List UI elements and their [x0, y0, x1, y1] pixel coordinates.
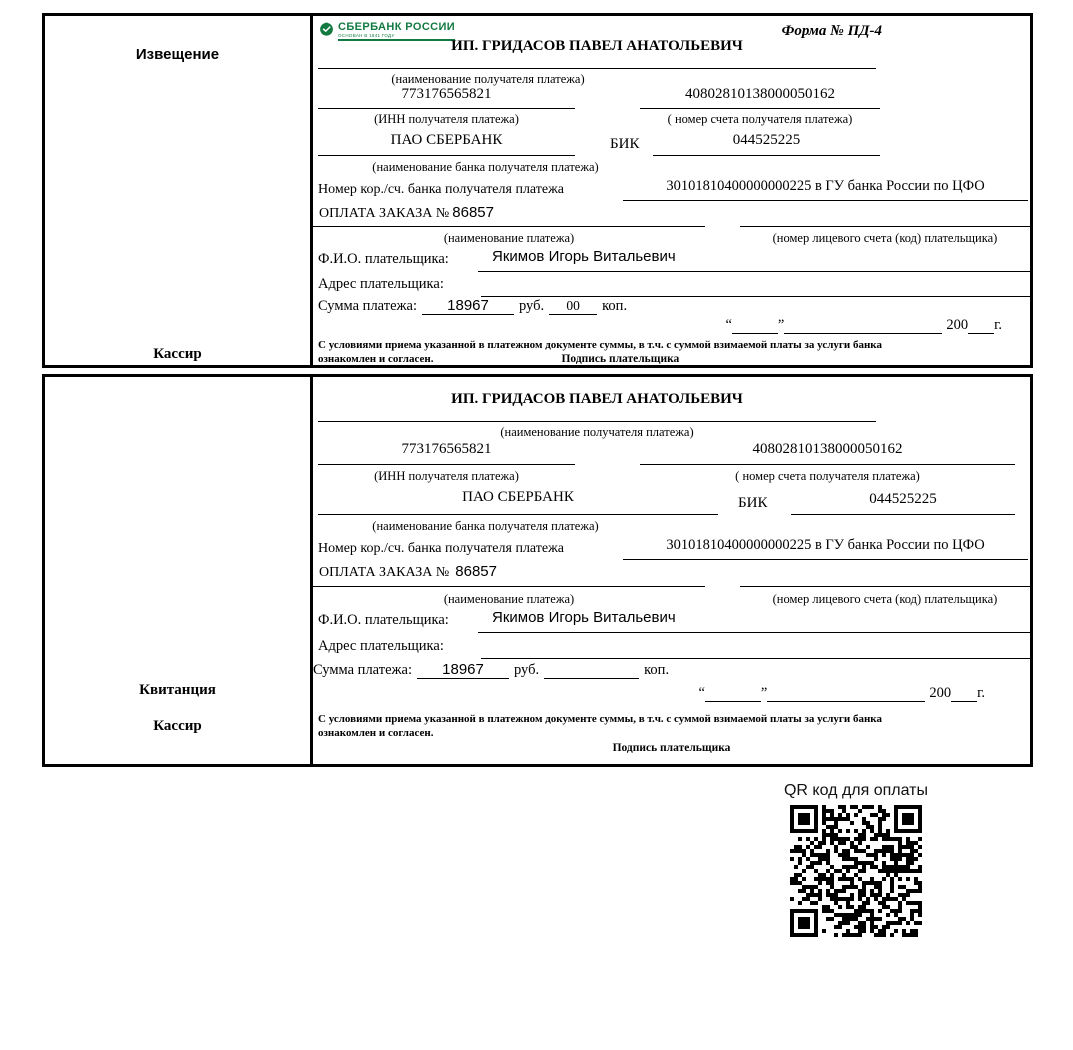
agreement-line1: С условиями приема указанной в платежном документе суммы, в т.ч. с суммой взимаемой платы за услуги банка — [318, 713, 882, 725]
year-prefix: 200 — [946, 317, 969, 333]
date-row — [698, 685, 985, 702]
open-quote: “ — [698, 685, 705, 701]
payment-purpose — [313, 204, 705, 227]
purpose-prefix: ОПЛАТА ЗАКАЗА № — [319, 565, 450, 580]
date-row — [725, 317, 1002, 334]
notice-cashier-label: Кассир — [153, 346, 202, 362]
account-caption: ( номер счета получателя платежа) — [735, 469, 920, 483]
corr-label: Номер кор./сч. банка получателя платежа — [318, 182, 564, 197]
payer-name: Якимов Игорь Витальевич — [478, 609, 1030, 633]
inn-value: 773176565821 — [318, 86, 575, 109]
amount-kop: 00 — [549, 298, 597, 315]
bik-label: БИК — [738, 495, 768, 511]
purpose-caption: (наименование платежа) — [443, 231, 575, 245]
order-number: 86857 — [455, 563, 497, 580]
year-field — [968, 333, 994, 334]
personal-account-field — [740, 204, 1030, 227]
sum-label: Сумма платежа: — [313, 662, 412, 678]
agreement-line2: ознакомлен и согласен. — [318, 353, 434, 365]
bik-value: 044525225 — [653, 132, 880, 156]
account-caption: ( номер счета получателя платежа) — [667, 112, 853, 126]
amount-kop — [544, 678, 639, 679]
fio-label: Ф.И.О. плательщика: — [318, 612, 449, 628]
personal-caption: (номер лицевого счета (код) плательщика) — [772, 592, 998, 606]
notice-section — [42, 13, 1033, 368]
notice-content — [313, 16, 1030, 365]
recipient-name: ИП. ГРИДАСОВ ПАВЕЛ АНАТОЛЬЕВИЧ — [318, 391, 876, 422]
corr-label: Номер кор./сч. банка получателя платежа — [318, 541, 564, 556]
corr-value: 30101810400000000225 в ГУ банка России по ЦФО — [623, 178, 1028, 201]
bik-label: БИК — [610, 136, 640, 152]
bank-caption: (наименование банка получателя платежа) — [372, 519, 599, 533]
receipt-title: Квитанция — [139, 682, 216, 698]
purpose-prefix: ОПЛАТА ЗАКАЗА № — [319, 206, 450, 221]
sum-row — [318, 297, 627, 315]
amount-rub: 18967 — [422, 297, 514, 315]
purpose-caption: (наименование платежа) — [443, 592, 575, 606]
receipt-side-column — [45, 377, 313, 764]
notice-title: Извещение — [135, 46, 220, 63]
address-field — [481, 273, 1030, 297]
form-number: Форма № ПД-4 — [781, 23, 882, 39]
amount-rub: 18967 — [417, 661, 509, 679]
kop-label: коп. — [644, 662, 670, 678]
kop-label: коп. — [602, 298, 628, 314]
payer-name: Якимов Игорь Витальевич — [478, 248, 1030, 272]
personal-caption: (номер лицевого счета (код) плательщика) — [772, 231, 998, 245]
corr-value: 30101810400000000225 в ГУ банка России по ЦФО — [623, 537, 1028, 560]
account-value: 40802810138000050162 — [640, 441, 1015, 465]
agreement-line1: С условиями приема указанной в платежном документе суммы, в т.ч. с суммой взимаемой платы за услуги банка — [318, 339, 882, 351]
receipt-content — [313, 377, 1030, 764]
rub-label: руб. — [514, 662, 540, 678]
rub-label: руб. — [519, 298, 545, 314]
close-quote: ” — [777, 317, 785, 333]
order-number: 86857 — [452, 204, 494, 221]
open-quote: “ — [725, 317, 732, 333]
date-day-field — [705, 701, 761, 702]
personal-account-field — [740, 563, 1030, 587]
receipt-cashier-label: Кассир — [153, 718, 202, 734]
date-month-field — [784, 333, 942, 334]
year-suffix: г. — [977, 685, 985, 701]
address-label: Адрес плательщика: — [318, 276, 444, 292]
receipt-section — [42, 374, 1033, 767]
sum-row — [313, 661, 669, 679]
inn-value: 773176565821 — [318, 441, 575, 465]
qr-caption: QR код для оплаты — [783, 782, 928, 799]
recipient-caption: (наименование получателя платежа) — [391, 72, 585, 86]
qr-code — [790, 805, 926, 941]
agreement-line2: ознакомлен и согласен. — [318, 727, 434, 739]
signature-label: Подпись плательщика — [612, 742, 731, 754]
sum-label: Сумма платежа: — [318, 298, 417, 314]
close-quote: ” — [760, 685, 768, 701]
recipient-caption: (наименование получателя платежа) — [500, 425, 694, 439]
agreement-line2-row — [318, 353, 679, 365]
fio-label: Ф.И.О. плательщика: — [318, 251, 449, 267]
notice-side-column — [45, 16, 313, 365]
signature-label: Подпись плательщика — [561, 353, 680, 365]
bank-name: ПАО СБЕРБАНК — [318, 132, 575, 156]
bik-value: 044525225 — [791, 491, 1015, 515]
bank-caption: (наименование банка получателя платежа) — [372, 160, 599, 174]
address-label: Адрес плательщика: — [318, 638, 444, 654]
sberbank-logo-text: СБЕРБАНК РОССИИ ОСНОВАН В 1841 ГОДУ — [338, 21, 455, 41]
address-field — [481, 635, 1030, 659]
payment-purpose — [313, 563, 705, 587]
year-prefix: 200 — [929, 685, 952, 701]
date-day-field — [732, 333, 778, 334]
inn-caption: (ИНН получателя платежа) — [374, 469, 519, 483]
date-month-field — [767, 701, 925, 702]
year-suffix: г. — [994, 317, 1002, 333]
account-value: 40802810138000050162 — [640, 86, 880, 109]
year-field — [951, 701, 977, 702]
bank-name: ПАО СБЕРБАНК — [318, 489, 718, 515]
sberbank-logo-icon — [319, 21, 334, 36]
recipient-name: ИП. ГРИДАСОВ ПАВЕЛ АНАТОЛЬЕВИЧ — [318, 38, 876, 69]
inn-caption: (ИНН получателя платежа) — [374, 112, 519, 126]
